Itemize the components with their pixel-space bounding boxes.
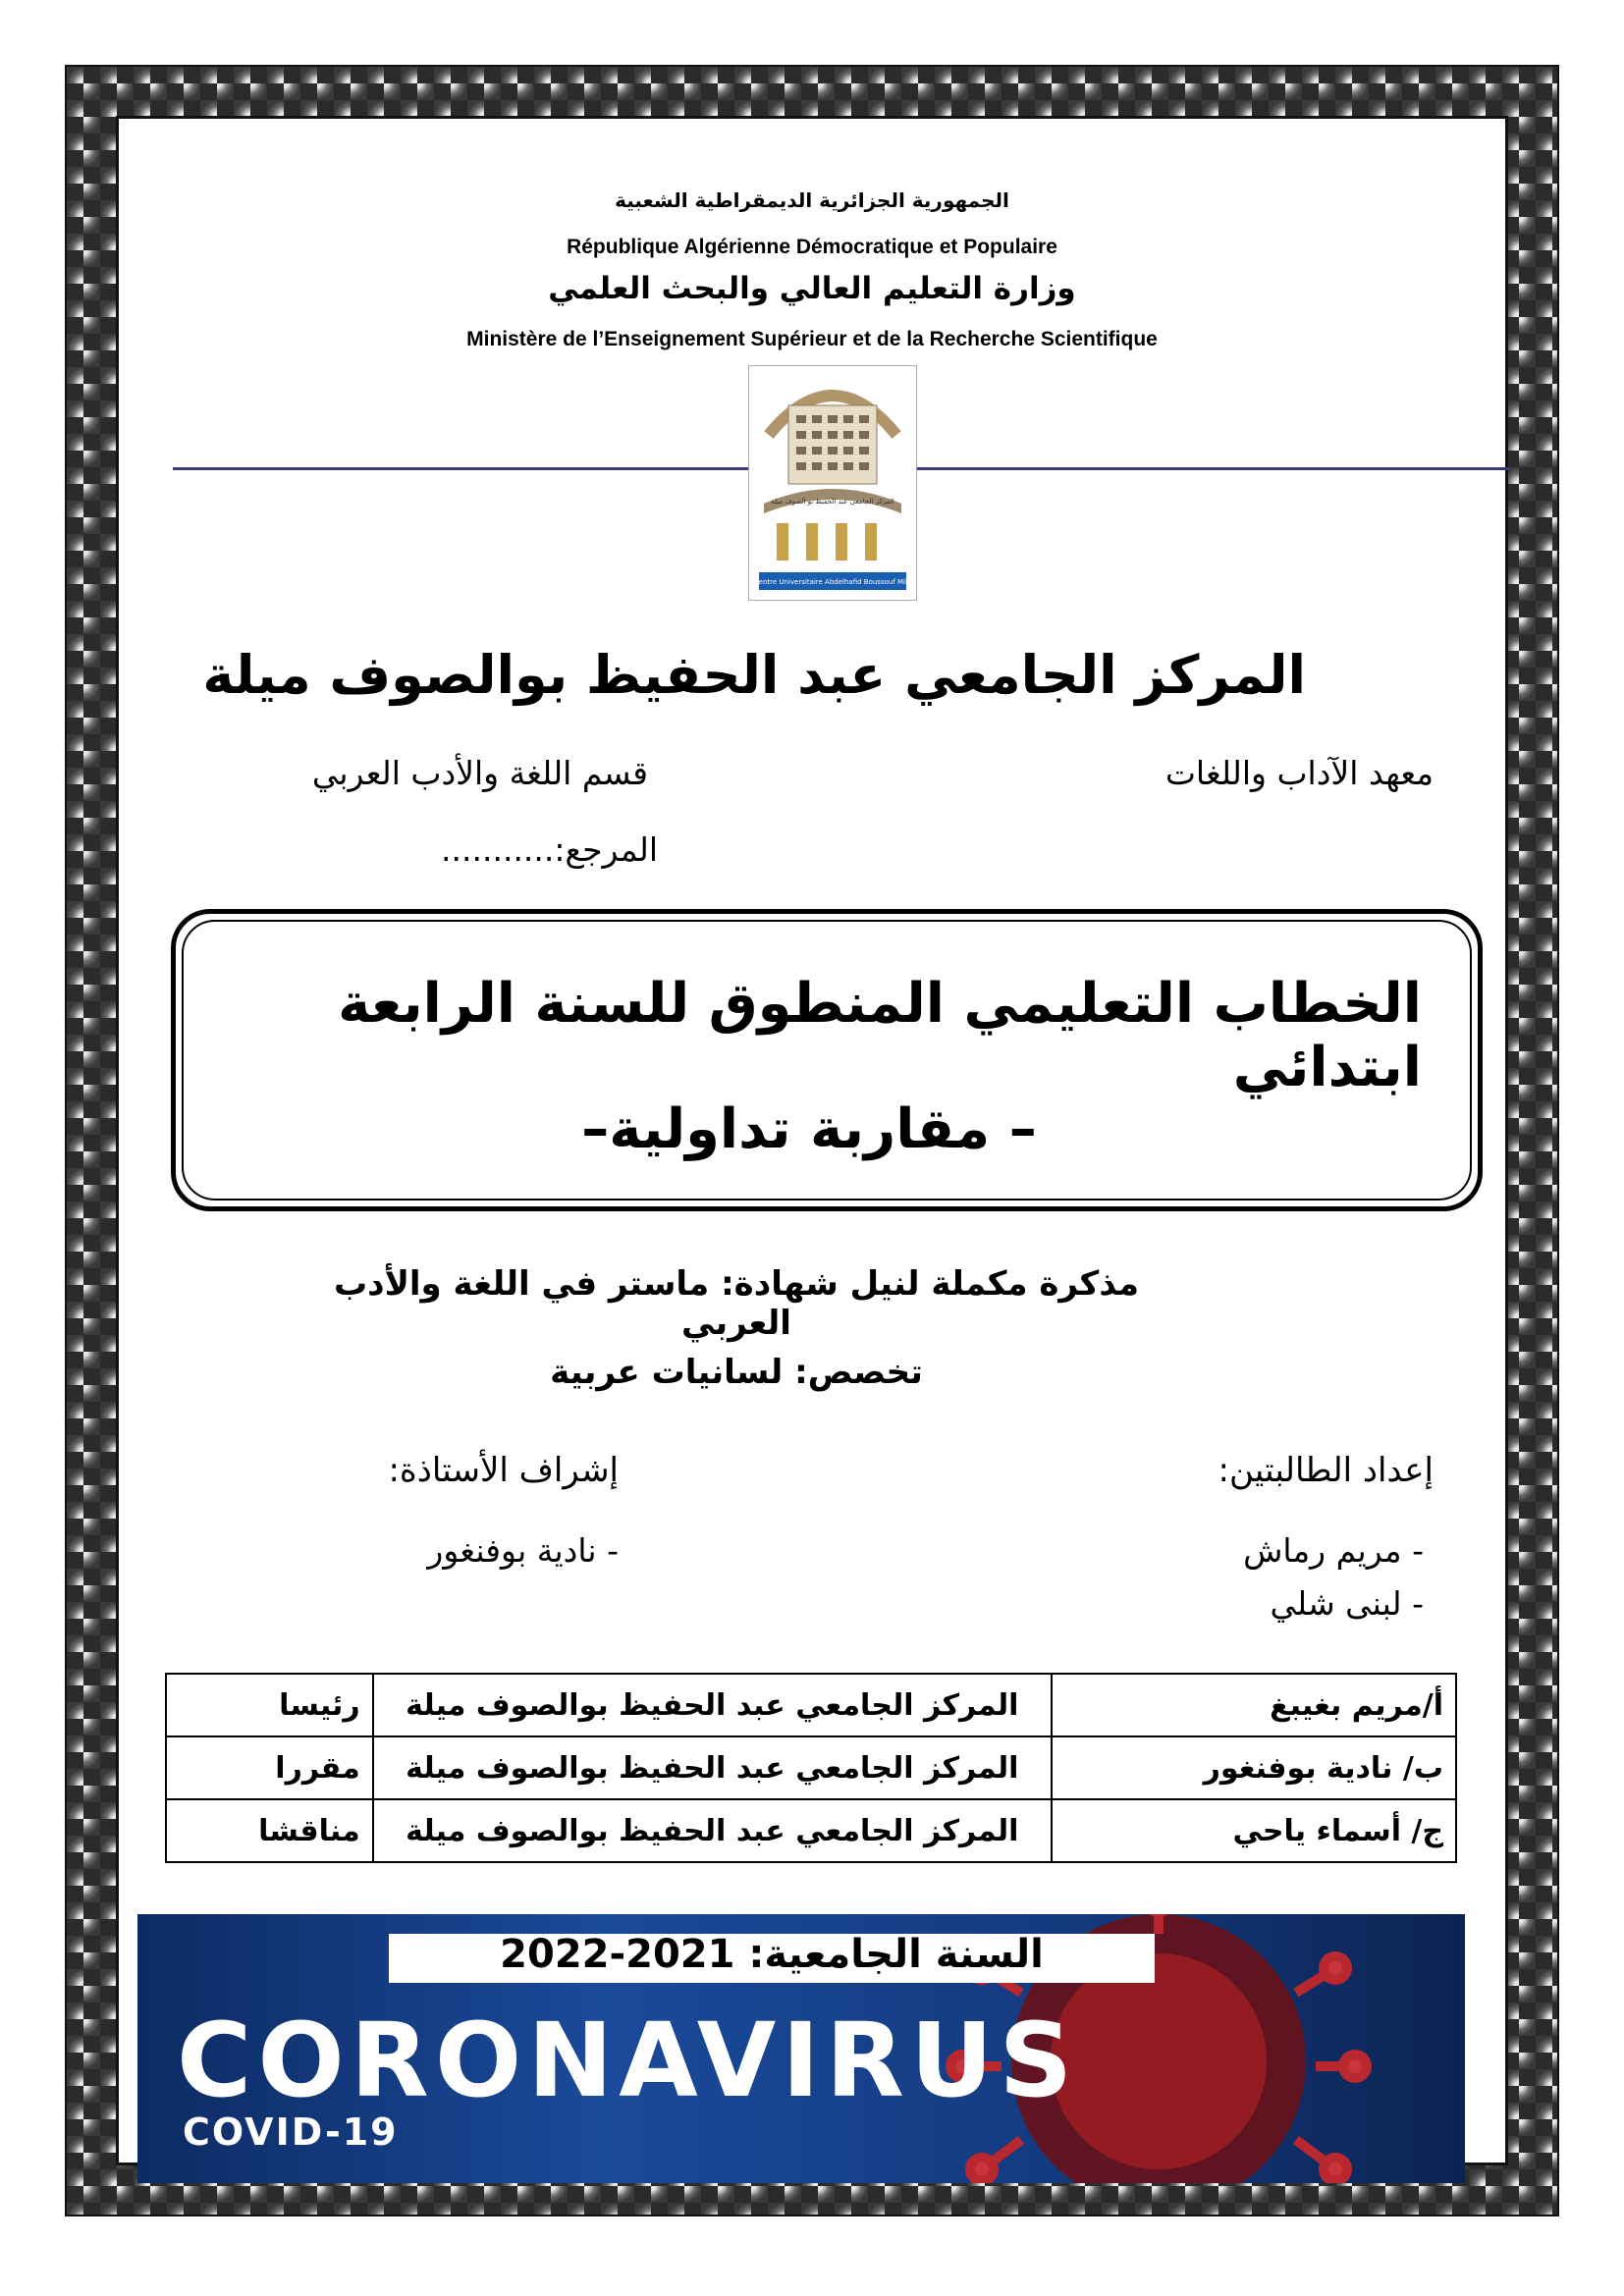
table-row xyxy=(166,1799,1456,1862)
ministry-arabic: وزارة التعليم العالي والبحث العلمي xyxy=(548,271,1076,306)
reference-field: المرجع:........... xyxy=(441,830,658,869)
institute-name: معهد الآداب واللغات xyxy=(1164,754,1434,792)
institution-name: المركز الجامعي عبد الحفيظ بوالصوف ميلة xyxy=(202,644,1306,706)
jury-member-name: ب/ نادية بوفنغور xyxy=(1052,1736,1456,1799)
specialty: تخصص: لسانيات عربية xyxy=(550,1353,923,1392)
thesis-title-line1: الخطاب التعليمي المنطوق للسنة الرابعة ابتدائي xyxy=(338,972,1422,1099)
jury-member-name: أ/مريم بغيبغ xyxy=(1052,1674,1456,1736)
student-name: - مريم رماش xyxy=(1243,1531,1424,1570)
student-name: - لبنى شلي xyxy=(1270,1584,1424,1623)
jury-member-role: مقررا xyxy=(166,1736,373,1799)
coronavirus-banner xyxy=(137,1914,1465,2183)
coronavirus-word: CORONAVIRUS xyxy=(177,2001,1079,2120)
jury-member-institution: المركز الجامعي عبد الحفيظ بوالصوف ميلة xyxy=(373,1736,1052,1799)
jury-table xyxy=(165,1673,1457,1863)
jury-member-institution: المركز الجامعي عبد الحفيظ بوالصوف ميلة xyxy=(373,1674,1052,1736)
ministry-french: Ministère de l’Enseignement Supérieur et de la Recherche Scientifique xyxy=(466,328,1158,350)
republic-arabic: الجمهورية الجزائرية الديمقراطية الشعبية xyxy=(615,188,1009,212)
department-name: قسم اللغة والأدب العربي xyxy=(311,754,648,792)
jury-member-role: مناقشا xyxy=(166,1799,373,1862)
table-row xyxy=(166,1736,1456,1799)
degree-statement: مذكرة مكملة لنيل شهادة: ماستر في اللغة والأدب العربي xyxy=(333,1264,1140,1343)
jury-member-role: رئيسا xyxy=(166,1674,373,1736)
jury-member-institution: المركز الجامعي عبد الحفيظ بوالصوف ميلة xyxy=(373,1799,1052,1862)
university-logo xyxy=(748,365,917,601)
logo-image xyxy=(749,366,916,600)
covid-label: COVID-19 xyxy=(183,2110,399,2154)
table-row xyxy=(166,1674,1456,1736)
logo-caption-ar: المركز الجامعي عبد الحفيظ بو الصوف ميلة xyxy=(771,498,894,506)
logo-caption-fr: Centre Universitaire Abdelhafid Boussouf Mila xyxy=(753,578,912,586)
supervisor-name: - نادية بوفنغور xyxy=(427,1531,619,1570)
academic-year: السنة الجامعية: 2021-2022 xyxy=(500,1932,1044,1977)
jury-member-name: ج/ أسماء ياحي xyxy=(1052,1799,1456,1862)
prepared-by-label: إعداد الطالبتين: xyxy=(1218,1451,1434,1490)
supervision-label: إشراف الأستاذة: xyxy=(388,1451,619,1490)
republic-french: République Algérienne Démocratique et Populaire xyxy=(567,236,1057,258)
thesis-title-line2: – مقاربة تداولية– xyxy=(581,1097,1037,1161)
